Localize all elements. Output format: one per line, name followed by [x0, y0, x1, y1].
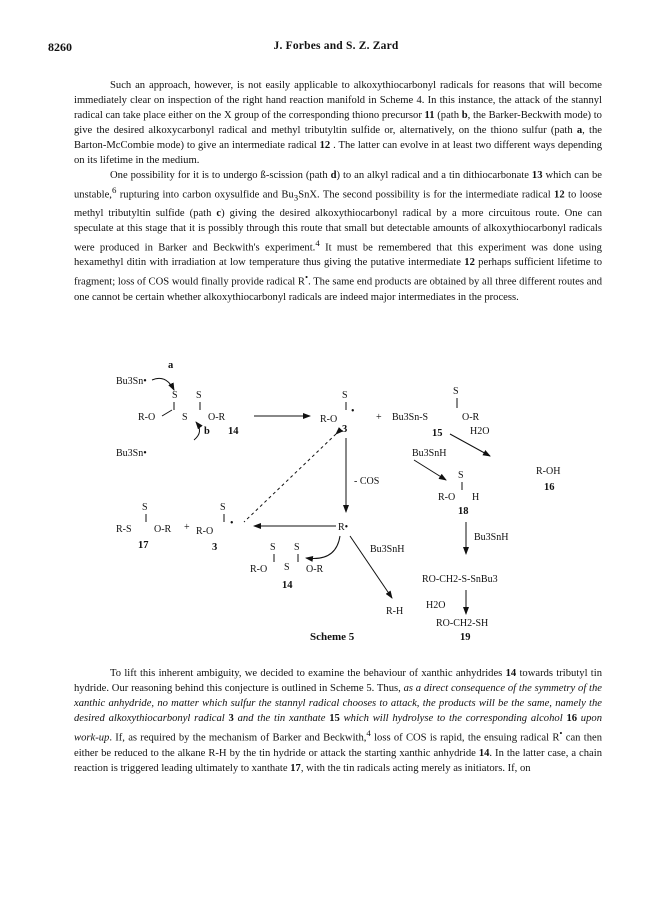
minus-cos-label: - COS	[354, 476, 380, 487]
compound-3-label: 3	[212, 542, 218, 553]
r-radical: R•	[338, 522, 349, 533]
s-atom: S	[220, 502, 226, 513]
ro-group: R-O	[138, 412, 156, 423]
scheme-caption: Scheme 5	[310, 631, 355, 643]
rh-product: R-H	[386, 606, 404, 617]
compound-3-label: 3	[342, 424, 348, 435]
s-atom: S	[294, 542, 300, 553]
conclusion-section	[74, 666, 602, 776]
paragraph-3: To lift this inherent ambiguity, we decided to examine the behaviour of xanthic anhydrides 14 towards tributyl tin hydride. Our reasoning behind this conjecture is outlined in Scheme 5. Thus, as a direct consequence of the symmetry of the xanthic anhydride, no matter which sulfur the stannyl radical chooses to attack, the products will be the same, namely the desired alkoxythiocarbonyl radical 3 and the tin xanthate 15 which will hydrolyse to the corresponding alcohol 16 upon work-up. If, as required by the mechanism of Barker and Beckwith,$^4$ loss of COS is rapid, the ensuing radical R• can then either be reduced to the alkane R-H by the tin hydride or attack the starting xanthic anhydride 14. In the latter case, a chain reaction is triggered leading ultimately to xanthate 17, with the tin radicals acting merely as initiators. If, on	[74, 668, 602, 774]
s-atom: S	[196, 390, 202, 401]
ro-ch2-sh: RO-CH2-SH	[436, 618, 489, 629]
compound-14-label: 14	[282, 580, 293, 591]
compound-16-label: 16	[544, 482, 555, 493]
bu3snh-reagent: Bu3SnH	[474, 532, 509, 543]
arrow-to-18	[414, 460, 446, 480]
attack-arrow	[306, 536, 340, 559]
citation-superscript: 6	[111, 185, 117, 195]
compound-17-label: 17	[138, 540, 149, 551]
or-group: O-R	[462, 412, 480, 423]
bu3sn-radical-top: Bu3Sn•	[116, 376, 147, 387]
s-atom: S	[458, 470, 464, 481]
path-a-arrow	[152, 378, 174, 390]
or-group: O-R	[208, 412, 226, 423]
s-atom: S	[172, 390, 178, 401]
s-atom: S	[142, 502, 148, 513]
s-atom: S	[284, 562, 290, 573]
paragraph-1: Such an approach, however, is not easily applicable to alkoxythiocarbonyl radicals for reasons that will become immediately clear on inspection of the right hand reaction manifold in Scheme 4. In this instance, the attack of the stannyl radical can take place either on the X group of the corresponding thiono precursor 11 (path b, the Barker-Beckwith mode) to give the desired alkoxycarbonyl radical and methyl tributyltin sulfide or, alternatively, on the thiono sulfur (path a, the Barton-McCombie mode) to give an intermediate radical 12 . The latter can evolve in at least two different ways depending on its lifetime in the medium.	[74, 80, 602, 166]
compound-19-label: 19	[460, 632, 471, 643]
plus-sign: +	[376, 412, 382, 423]
radical-dot: •	[351, 406, 355, 417]
paragraph-2: One possibility for it is to undergo ß-scission (path d) to an alkyl radical and a tin dithiocarbonate 13 which can be unstable,$^6$ rupturing into carbon oxysulfide and $Bu_3SnX$. The second possibility is for the intermediate radical 12 to loose methyl tributyltin sulfide (path c) giving the desired alkoxythiocarbonyl radical by a more circuitous route. One can speculate at this stage that it is possibly through this route that small but detectable amounts of alkoxythiocarbonyl radicals were produced in Barker and Beckwith's experiment.$^4$ It must be remembered that this experiment was done using hexamethyl ditin with irradiation at low temperature thus giving the putative intermediate 12 perhaps sufficient lifetime to fragment; loss of COS would finally provide radical R•. The same end products are obtained by all three different routes and one cannot be certain whether alkoxythiocarbonyl radicals are indeed major intermediates in the process.	[74, 170, 602, 303]
h-atom: H	[472, 492, 480, 503]
h2o-reagent: H2O	[470, 426, 490, 437]
rs-group: R-S	[116, 524, 132, 535]
or-group: O-R	[306, 564, 324, 575]
intro-section	[74, 78, 602, 305]
ro-group: R-O	[196, 526, 214, 537]
plus-sign: +	[184, 522, 190, 533]
page-header	[0, 40, 672, 60]
path-b-arrow	[194, 422, 200, 440]
ro-group: R-O	[320, 414, 338, 425]
ro-ch2-s-snbu3: RO-CH2-S-SnBu3	[422, 574, 498, 585]
path-b-label: b	[204, 426, 210, 437]
h2o-reagent: H2O	[426, 600, 446, 611]
s-atom: S	[270, 542, 276, 553]
s-atom: S	[342, 390, 348, 401]
or-group: O-R	[154, 524, 172, 535]
ro-group: R-O	[438, 492, 456, 503]
page-number: 8260	[48, 40, 72, 54]
roh-product: R-OH	[536, 466, 561, 477]
citation-superscript: 4	[366, 728, 371, 738]
bu3snh-reagent: Bu3SnH	[412, 448, 447, 459]
bu3snh-reagent: Bu3SnH	[370, 544, 405, 555]
compound-14-label: 14	[228, 426, 239, 437]
compound-18-label: 18	[458, 506, 469, 517]
bu3sn-radical-bottom: Bu3Sn•	[116, 448, 147, 459]
path-a-label: a	[168, 360, 174, 371]
reaction-scheme-5	[74, 352, 602, 644]
citation-superscript: 4	[315, 237, 320, 248]
compound-15-label: 15	[432, 428, 443, 439]
s-atom: S	[453, 386, 459, 397]
arrow-15-to-16	[450, 434, 490, 456]
ro-group: R-O	[250, 564, 268, 575]
radical-dot: •	[230, 518, 234, 529]
s-atom: S	[182, 412, 188, 423]
running-head: J. Forbes and S. Z. Zard	[273, 40, 399, 52]
dashed-chain-arrow	[244, 434, 336, 522]
bu3sn-s-group: Bu3Sn-S	[392, 412, 429, 423]
